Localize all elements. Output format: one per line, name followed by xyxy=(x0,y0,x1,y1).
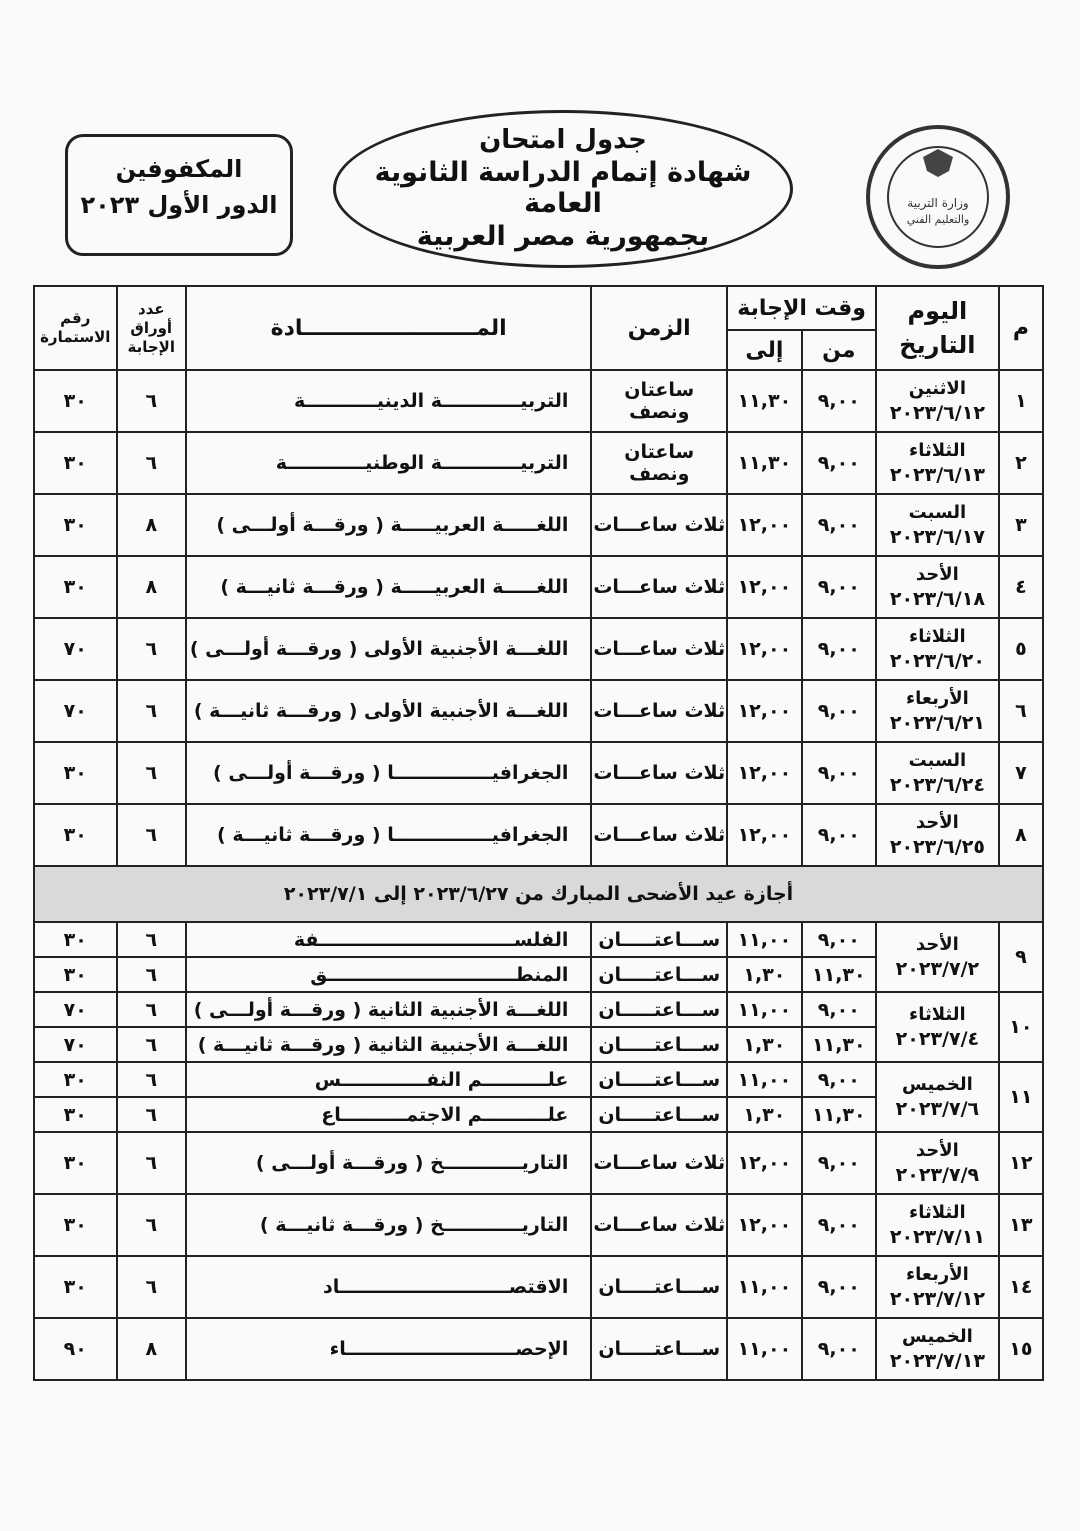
row-num: ٢ xyxy=(999,432,1043,494)
row-num: ٩ xyxy=(999,922,1043,992)
row-to: ١١,٣٠ xyxy=(727,432,801,494)
row-num: ١٣ xyxy=(999,1194,1043,1256)
row-form: ٣٠ xyxy=(34,957,117,992)
row-day: السبت xyxy=(908,750,967,771)
row-from: ٩,٠٠ xyxy=(802,370,876,432)
row-subject: الجغرافيـــــــــــــــا ( ورقـــة أولـــى ) xyxy=(186,742,591,804)
row-to: ١٢,٠٠ xyxy=(727,1132,801,1194)
row-date: ٢٠٢٣/٧/١١ xyxy=(889,1226,985,1248)
row-date: ٢٠٢٣/٦/٢٠ xyxy=(889,650,985,672)
row-duration: ثلاث ساعـــات xyxy=(591,494,727,556)
exam-schedule-title-box xyxy=(333,110,793,268)
row-sheets: ٨ xyxy=(117,1318,186,1380)
row-duration: ســـاعتـــــان xyxy=(591,1062,727,1097)
row-date: ٢٠٢٣/٦/١٢ xyxy=(889,402,985,424)
row-sheets: ٦ xyxy=(117,1256,186,1318)
col-header-form-line-1: رقم xyxy=(60,309,91,327)
table-row xyxy=(34,556,1043,618)
row-day: الخميس xyxy=(902,1326,973,1347)
row-from: ١١,٣٠ xyxy=(802,1097,876,1132)
row-day: الثلاثاء xyxy=(909,440,966,461)
table-row xyxy=(34,1318,1043,1380)
row-form: ٣٠ xyxy=(34,370,117,432)
row-subject: اللغـــة الأجنبية الثانية ( ورقـــة ثانيـــة ) xyxy=(186,1027,591,1062)
col-header-sheets xyxy=(117,286,186,370)
col-header-sheets-line-2: أوراق xyxy=(130,318,173,337)
row-day-date xyxy=(876,1062,999,1132)
row-from: ٩,٠٠ xyxy=(802,1194,876,1256)
col-header-num: م xyxy=(999,286,1043,370)
row-date: ٢٠٢٣/٧/١٣ xyxy=(889,1350,985,1372)
holiday-row xyxy=(34,866,1043,922)
row-from: ٩,٠٠ xyxy=(802,432,876,494)
row-subject: علــــــــــم النفـــــــــــــس xyxy=(186,1062,591,1097)
row-date: ٢٠٢٣/٧/٤ xyxy=(895,1028,980,1050)
row-duration: ثلاث ساعـــات xyxy=(591,618,727,680)
row-day-date xyxy=(876,1318,999,1380)
row-subject: الفلســــــــــــــــــــــــــــــفة xyxy=(186,922,591,957)
table-row xyxy=(34,804,1043,866)
row-sheets: ٦ xyxy=(117,957,186,992)
row-from: ٩,٠٠ xyxy=(802,922,876,957)
row-day: الأربعاء xyxy=(905,1264,969,1285)
row-day-date xyxy=(876,1256,999,1318)
row-to: ١١,٠٠ xyxy=(727,1256,801,1318)
table-row xyxy=(34,370,1043,432)
col-header-date: التاريخ xyxy=(899,331,976,359)
row-date: ٢٠٢٣/٦/١٧ xyxy=(889,526,985,548)
row-subject: اللغـــة الأجنبية الأولى ( ورقـــة أولـــى ) xyxy=(186,618,591,680)
col-header-form-line-2: الاستمارة xyxy=(40,328,111,346)
row-num: ٧ xyxy=(999,742,1043,804)
row-subject: اللغـــة الأجنبية الثانية ( ورقـــة أولـــى ) xyxy=(186,992,591,1027)
table-row xyxy=(34,494,1043,556)
row-duration: ثلاث ساعـــات xyxy=(591,680,727,742)
table-row xyxy=(34,618,1043,680)
row-day-date xyxy=(876,370,999,432)
row-to: ١١,٠٠ xyxy=(727,1062,801,1097)
row-form: ٣٠ xyxy=(34,1194,117,1256)
row-duration: ســـاعتـــــان xyxy=(591,1027,727,1062)
row-to: ١,٣٠ xyxy=(727,1027,801,1062)
row-subject: التاريــــــــــــخ ( ورقـــة أولـــى ) xyxy=(186,1132,591,1194)
row-sheets: ٦ xyxy=(117,742,186,804)
col-header-subject: المـــــــــــــــــــــــادة xyxy=(186,286,591,370)
row-subject: التربيــــــــــــة الدينيـــــــــــة xyxy=(186,370,591,432)
exam-category-box xyxy=(65,134,293,256)
table-row xyxy=(34,742,1043,804)
row-subject: اللغـــــة العربيـــــة ( ورقـــة ثانيـــة ) xyxy=(186,556,591,618)
table-row xyxy=(34,432,1043,494)
table-row xyxy=(34,1062,1043,1097)
exam-schedule-table xyxy=(33,285,1044,1381)
row-from: ٩,٠٠ xyxy=(802,618,876,680)
table-row xyxy=(34,680,1043,742)
row-form: ٣٠ xyxy=(34,1097,117,1132)
row-num: ٨ xyxy=(999,804,1043,866)
row-duration: ثلاث ساعـــات xyxy=(591,1194,727,1256)
row-subject: الاقتصــــــــــــــــــــــــــاد xyxy=(186,1256,591,1318)
row-sheets: ٦ xyxy=(117,1097,186,1132)
table-row xyxy=(34,922,1043,957)
row-to: ١٢,٠٠ xyxy=(727,556,801,618)
col-header-duration: الزمن xyxy=(591,286,727,370)
row-to: ١٢,٠٠ xyxy=(727,494,801,556)
row-num: ٣ xyxy=(999,494,1043,556)
row-form: ٧٠ xyxy=(34,992,117,1027)
row-day: الثلاثاء xyxy=(909,626,966,647)
row-day-date xyxy=(876,1132,999,1194)
row-day: الأحد xyxy=(915,812,959,833)
row-day-date xyxy=(876,742,999,804)
row-duration: ثلاث ساعـــات xyxy=(591,1132,727,1194)
row-num: ٤ xyxy=(999,556,1043,618)
row-sheets: ٦ xyxy=(117,370,186,432)
row-day: الثلاثاء xyxy=(909,1202,966,1223)
row-form: ٣٠ xyxy=(34,922,117,957)
row-date: ٢٠٢٣/٧/٢ xyxy=(895,958,980,980)
row-from: ٩,٠٠ xyxy=(802,992,876,1027)
row-sheets: ٦ xyxy=(117,922,186,957)
row-subject: التربيــــــــــــة الوطنيــــــــــــة xyxy=(186,432,591,494)
row-num: ١١ xyxy=(999,1062,1043,1132)
row-subject: اللغـــــة العربيـــــة ( ورقـــة أولـــى ) xyxy=(186,494,591,556)
col-header-day-date xyxy=(876,286,999,370)
col-header-answer-time: وقت الإجابة xyxy=(727,286,876,330)
row-num: ١٥ xyxy=(999,1318,1043,1380)
row-date: ٢٠٢٣/٦/٢٤ xyxy=(889,774,985,796)
svg-text:وزارة التربية: وزارة التربية xyxy=(907,196,969,210)
row-from: ٩,٠٠ xyxy=(802,1062,876,1097)
row-date: ٢٠٢٣/٦/١٣ xyxy=(889,464,985,486)
row-duration: ســـاعتـــــان xyxy=(591,1097,727,1132)
ministry-seal-logo xyxy=(838,122,1038,272)
row-day-date xyxy=(876,804,999,866)
row-to: ١١,٠٠ xyxy=(727,992,801,1027)
title-line-2: شهادة إتمام الدراسة الثانوية العامة xyxy=(374,157,752,219)
row-duration: ســـاعتـــــان xyxy=(591,922,727,957)
col-header-from: من xyxy=(802,330,876,370)
row-form: ٣٠ xyxy=(34,742,117,804)
row-from: ٩,٠٠ xyxy=(802,804,876,866)
row-day: السبت xyxy=(908,502,967,523)
row-day: الأربعاء xyxy=(905,688,969,709)
row-num: ١٢ xyxy=(999,1132,1043,1194)
row-num: ١٠ xyxy=(999,992,1043,1062)
row-form: ٣٠ xyxy=(34,1132,117,1194)
row-to: ١١,٠٠ xyxy=(727,1318,801,1380)
row-day-date xyxy=(876,618,999,680)
row-form: ٧٠ xyxy=(34,618,117,680)
row-from: ٩,٠٠ xyxy=(802,1256,876,1318)
row-from: ٩,٠٠ xyxy=(802,556,876,618)
row-sheets: ٦ xyxy=(117,804,186,866)
row-form: ٩٠ xyxy=(34,1318,117,1380)
row-subject: علــــــــــم الاجتمــــــــــاع xyxy=(186,1097,591,1132)
row-duration: ســـاعتـــــان xyxy=(591,992,727,1027)
row-duration: ســـاعتـــــان xyxy=(591,1256,727,1318)
row-day: الاثنين xyxy=(908,378,966,399)
row-duration: ثلاث ساعـــات xyxy=(591,742,727,804)
table-row xyxy=(34,992,1043,1027)
table-row xyxy=(34,1194,1043,1256)
row-from: ٩,٠٠ xyxy=(802,1132,876,1194)
row-form: ٣٠ xyxy=(34,1062,117,1097)
row-duration: ســـاعتـــــان xyxy=(591,957,727,992)
row-to: ١٢,٠٠ xyxy=(727,804,801,866)
col-header-form xyxy=(34,286,117,370)
row-duration: ساعتان ونصف xyxy=(591,432,727,494)
row-num: ٦ xyxy=(999,680,1043,742)
row-to: ١,٣٠ xyxy=(727,957,801,992)
row-sheets: ٨ xyxy=(117,494,186,556)
row-date: ٢٠٢٣/٦/٢٥ xyxy=(889,836,985,858)
row-day-date xyxy=(876,556,999,618)
row-from: ٩,٠٠ xyxy=(802,742,876,804)
row-num: ١ xyxy=(999,370,1043,432)
row-duration: ساعتان ونصف xyxy=(591,370,727,432)
row-day: الأحد xyxy=(915,1140,959,1161)
row-duration: ثلاث ساعـــات xyxy=(591,804,727,866)
col-header-sheets-line-3: الإجابة xyxy=(127,337,175,356)
row-subject: الإحصــــــــــــــــــــــــــاء xyxy=(186,1318,591,1380)
row-form: ٧٠ xyxy=(34,680,117,742)
row-form: ٧٠ xyxy=(34,1027,117,1062)
row-num: ٥ xyxy=(999,618,1043,680)
row-form: ٣٠ xyxy=(34,432,117,494)
row-subject: الجغرافيـــــــــــــــا ( ورقـــة ثانيـــة ) xyxy=(186,804,591,866)
row-from: ٩,٠٠ xyxy=(802,494,876,556)
row-day: الأحد xyxy=(915,564,959,585)
row-sheets: ٦ xyxy=(117,1194,186,1256)
row-duration: ســـاعتـــــان xyxy=(591,1318,727,1380)
row-sheets: ٦ xyxy=(117,432,186,494)
col-header-sheets-line-1: عدد xyxy=(137,299,165,318)
row-date: ٢٠٢٣/٦/٢١ xyxy=(889,712,985,734)
row-to: ١٢,٠٠ xyxy=(727,680,801,742)
row-to: ١١,٣٠ xyxy=(727,370,801,432)
row-to: ١١,٠٠ xyxy=(727,922,801,957)
row-date: ٢٠٢٣/٧/٦ xyxy=(895,1098,980,1120)
holiday-text: أجازة عيد الأضحى المبارك من ٢٠٢٣/٦/٢٧ إلى ٢٠٢٣/٧/١ xyxy=(34,866,1043,922)
row-day-date xyxy=(876,992,999,1062)
category-label: المكفوفين xyxy=(115,155,243,183)
row-sheets: ٦ xyxy=(117,992,186,1027)
table-row xyxy=(34,1132,1043,1194)
row-to: ١٢,٠٠ xyxy=(727,742,801,804)
row-to: ١٢,٠٠ xyxy=(727,1194,801,1256)
row-subject: التاريــــــــــــخ ( ورقـــة ثانيـــة ) xyxy=(186,1194,591,1256)
row-subject: المنطـــــــــــــــــــــــــــــق xyxy=(186,957,591,992)
row-sheets: ٦ xyxy=(117,618,186,680)
row-form: ٣٠ xyxy=(34,556,117,618)
col-header-day: اليوم xyxy=(907,297,968,325)
row-to: ١٢,٠٠ xyxy=(727,618,801,680)
row-from: ٩,٠٠ xyxy=(802,680,876,742)
row-sheets: ٦ xyxy=(117,1027,186,1062)
row-day-date xyxy=(876,432,999,494)
row-day: الأحد xyxy=(915,934,959,955)
row-from: ١١,٣٠ xyxy=(802,957,876,992)
row-day-date xyxy=(876,680,999,742)
row-day: الثلاثاء xyxy=(909,1004,966,1025)
row-num: ١٤ xyxy=(999,1256,1043,1318)
title-line-3: بجمهورية مصر العربية xyxy=(416,221,710,252)
row-date: ٢٠٢٣/٧/١٢ xyxy=(889,1288,985,1310)
row-date: ٢٠٢٣/٧/٩ xyxy=(895,1164,980,1186)
col-header-to: إلى xyxy=(727,330,801,370)
table-row xyxy=(34,1256,1043,1318)
row-subject: اللغـــة الأجنبية الأولى ( ورقـــة ثانيـــة ) xyxy=(186,680,591,742)
row-duration: ثلاث ساعـــات xyxy=(591,556,727,618)
svg-text:والتعليم الفني: والتعليم الفني xyxy=(906,213,970,226)
row-form: ٣٠ xyxy=(34,804,117,866)
row-date: ٢٠٢٣/٦/١٨ xyxy=(889,588,985,610)
row-sheets: ٦ xyxy=(117,1062,186,1097)
row-day-date xyxy=(876,922,999,992)
row-day-date xyxy=(876,494,999,556)
title-line-1: جدول امتحان xyxy=(479,125,647,155)
row-form: ٣٠ xyxy=(34,494,117,556)
row-from: ٩,٠٠ xyxy=(802,1318,876,1380)
row-sheets: ٦ xyxy=(117,680,186,742)
session-label: الدور الأول ٢٠٢٣ xyxy=(80,191,278,219)
row-sheets: ٦ xyxy=(117,1132,186,1194)
row-from: ١١,٣٠ xyxy=(802,1027,876,1062)
row-to: ١,٣٠ xyxy=(727,1097,801,1132)
row-day: الخميس xyxy=(902,1074,973,1095)
row-sheets: ٨ xyxy=(117,556,186,618)
row-form: ٣٠ xyxy=(34,1256,117,1318)
row-day-date xyxy=(876,1194,999,1256)
